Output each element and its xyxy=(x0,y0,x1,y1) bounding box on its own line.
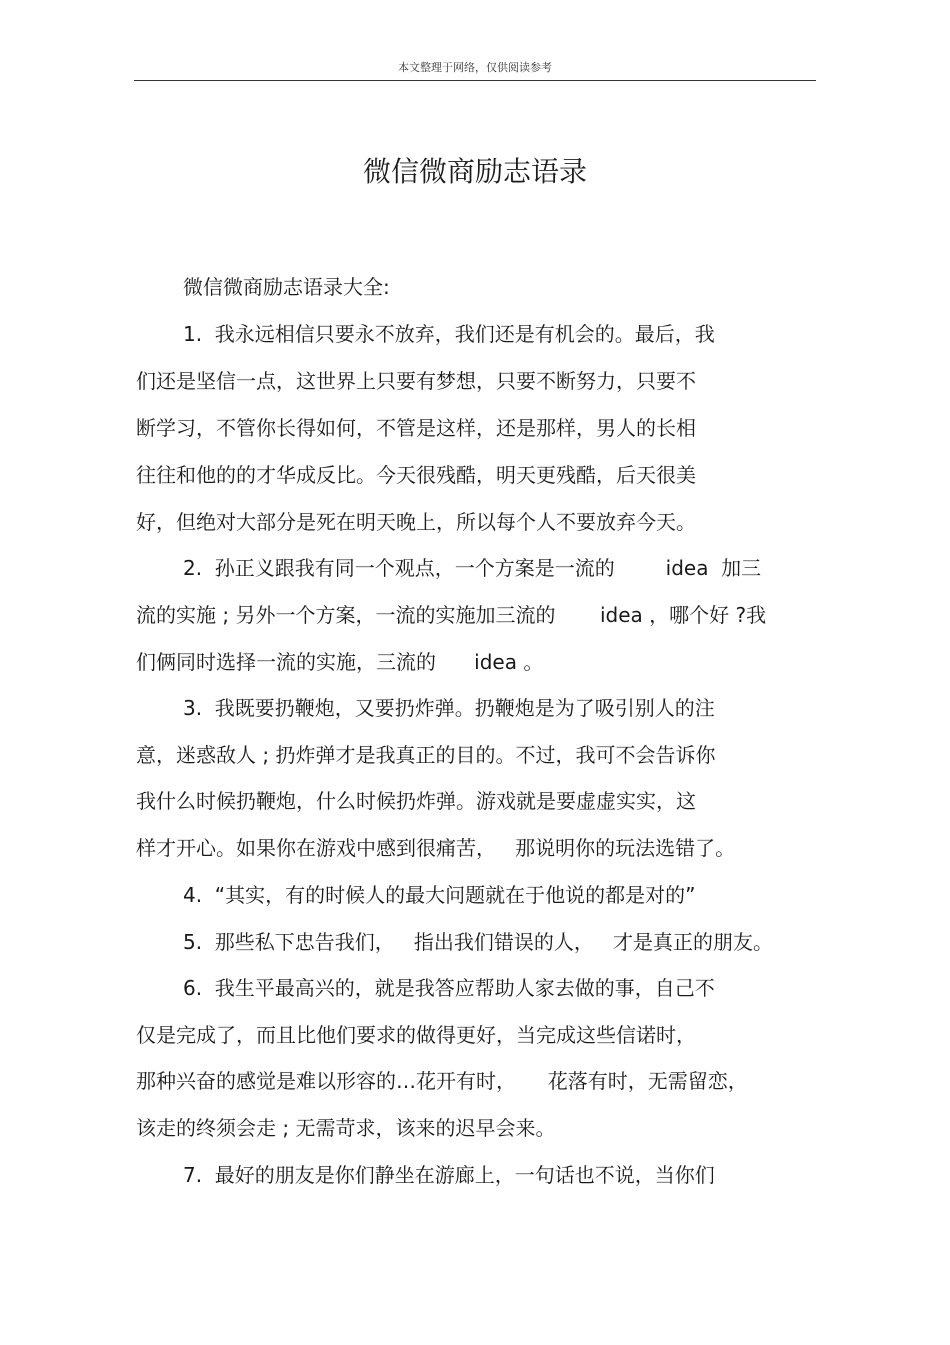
intro-line: 微信微商励志语录大全: xyxy=(183,275,390,299)
item-6-line-3: 那种兴奋的感觉是难以形容的…花开有时， 花落有时，无需留恋， xyxy=(136,1069,748,1093)
item-6-line-1: 6. 我生平最高兴的，就是我答应帮助人家去做的事，自己不 xyxy=(183,976,715,1000)
item-6-line-2: 仅是完成了，而且比他们要求的做得更好，当完成这些信诺时， xyxy=(136,1023,696,1047)
item-3-line-2: 意，迷惑敌人 ; 扔炸弹才是我真正的目的。不过，我可不会告诉你 xyxy=(136,743,716,767)
item-1-line-2: 们还是坚信一点，这世界上只要有梦想，只要不断努力，只要不 xyxy=(136,369,696,393)
item-2-line-1: 2. 孙正义跟我有同一个观点，一个方案是一流的 idea 加三 xyxy=(183,556,762,580)
page-header xyxy=(134,58,816,81)
document-title: 微信微商励志语录 xyxy=(362,155,587,188)
item-5-line-1: 5. 那些私下忠告我们， 指出我们错误的人， 才是真正的朋友。 xyxy=(183,930,773,954)
item-1-line-5: 好，但绝对大部分是死在明天晚上，所以每个人不要放弃今天。 xyxy=(136,510,696,534)
item-3-line-4: 样才开心。如果你在游戏中感到很痛苦， 那说明你的玩法选错了。 xyxy=(136,836,736,860)
header-note: 本文整理于网络，仅供阅读参考 xyxy=(398,61,552,74)
item-1-line-3: 断学习，不管你长得如何，不管是这样，还是那样，男人的长相 xyxy=(136,416,696,440)
item-3-line-1: 3. 我既要扔鞭炮，又要扔炸弹。扔鞭炮是为了吸引别人的注 xyxy=(183,696,715,720)
item-7-line-1: 7. 最好的朋友是你们静坐在游廊上，一句话也不说，当你们 xyxy=(183,1163,715,1187)
item-6-line-4: 该走的终须会走 ; 无需苛求，该来的迟早会来。 xyxy=(136,1116,556,1140)
item-1-line-1: 1. 我永远相信只要永不放弃，我们还是有机会的。最后，我 xyxy=(183,322,715,346)
item-4-line-1: 4. “其实，有的时候人的最大问题就在于他说的都是对的” xyxy=(183,883,696,907)
item-2-line-3: 们俩同时选择一流的实施，三流的 idea 。 xyxy=(136,650,544,674)
item-3-line-3: 我什么时候扔鞭炮，什么时候扔炸弹。游戏就是要虚虚实实，这 xyxy=(136,789,696,813)
item-2-line-2: 流的实施 ; 另外一个方案，一流的实施加三流的 idea ，哪个好 ?我 xyxy=(136,603,767,627)
item-1-line-4: 往往和他的的才华成反比。今天很残酷，明天更残酷，后天很美 xyxy=(136,463,696,487)
